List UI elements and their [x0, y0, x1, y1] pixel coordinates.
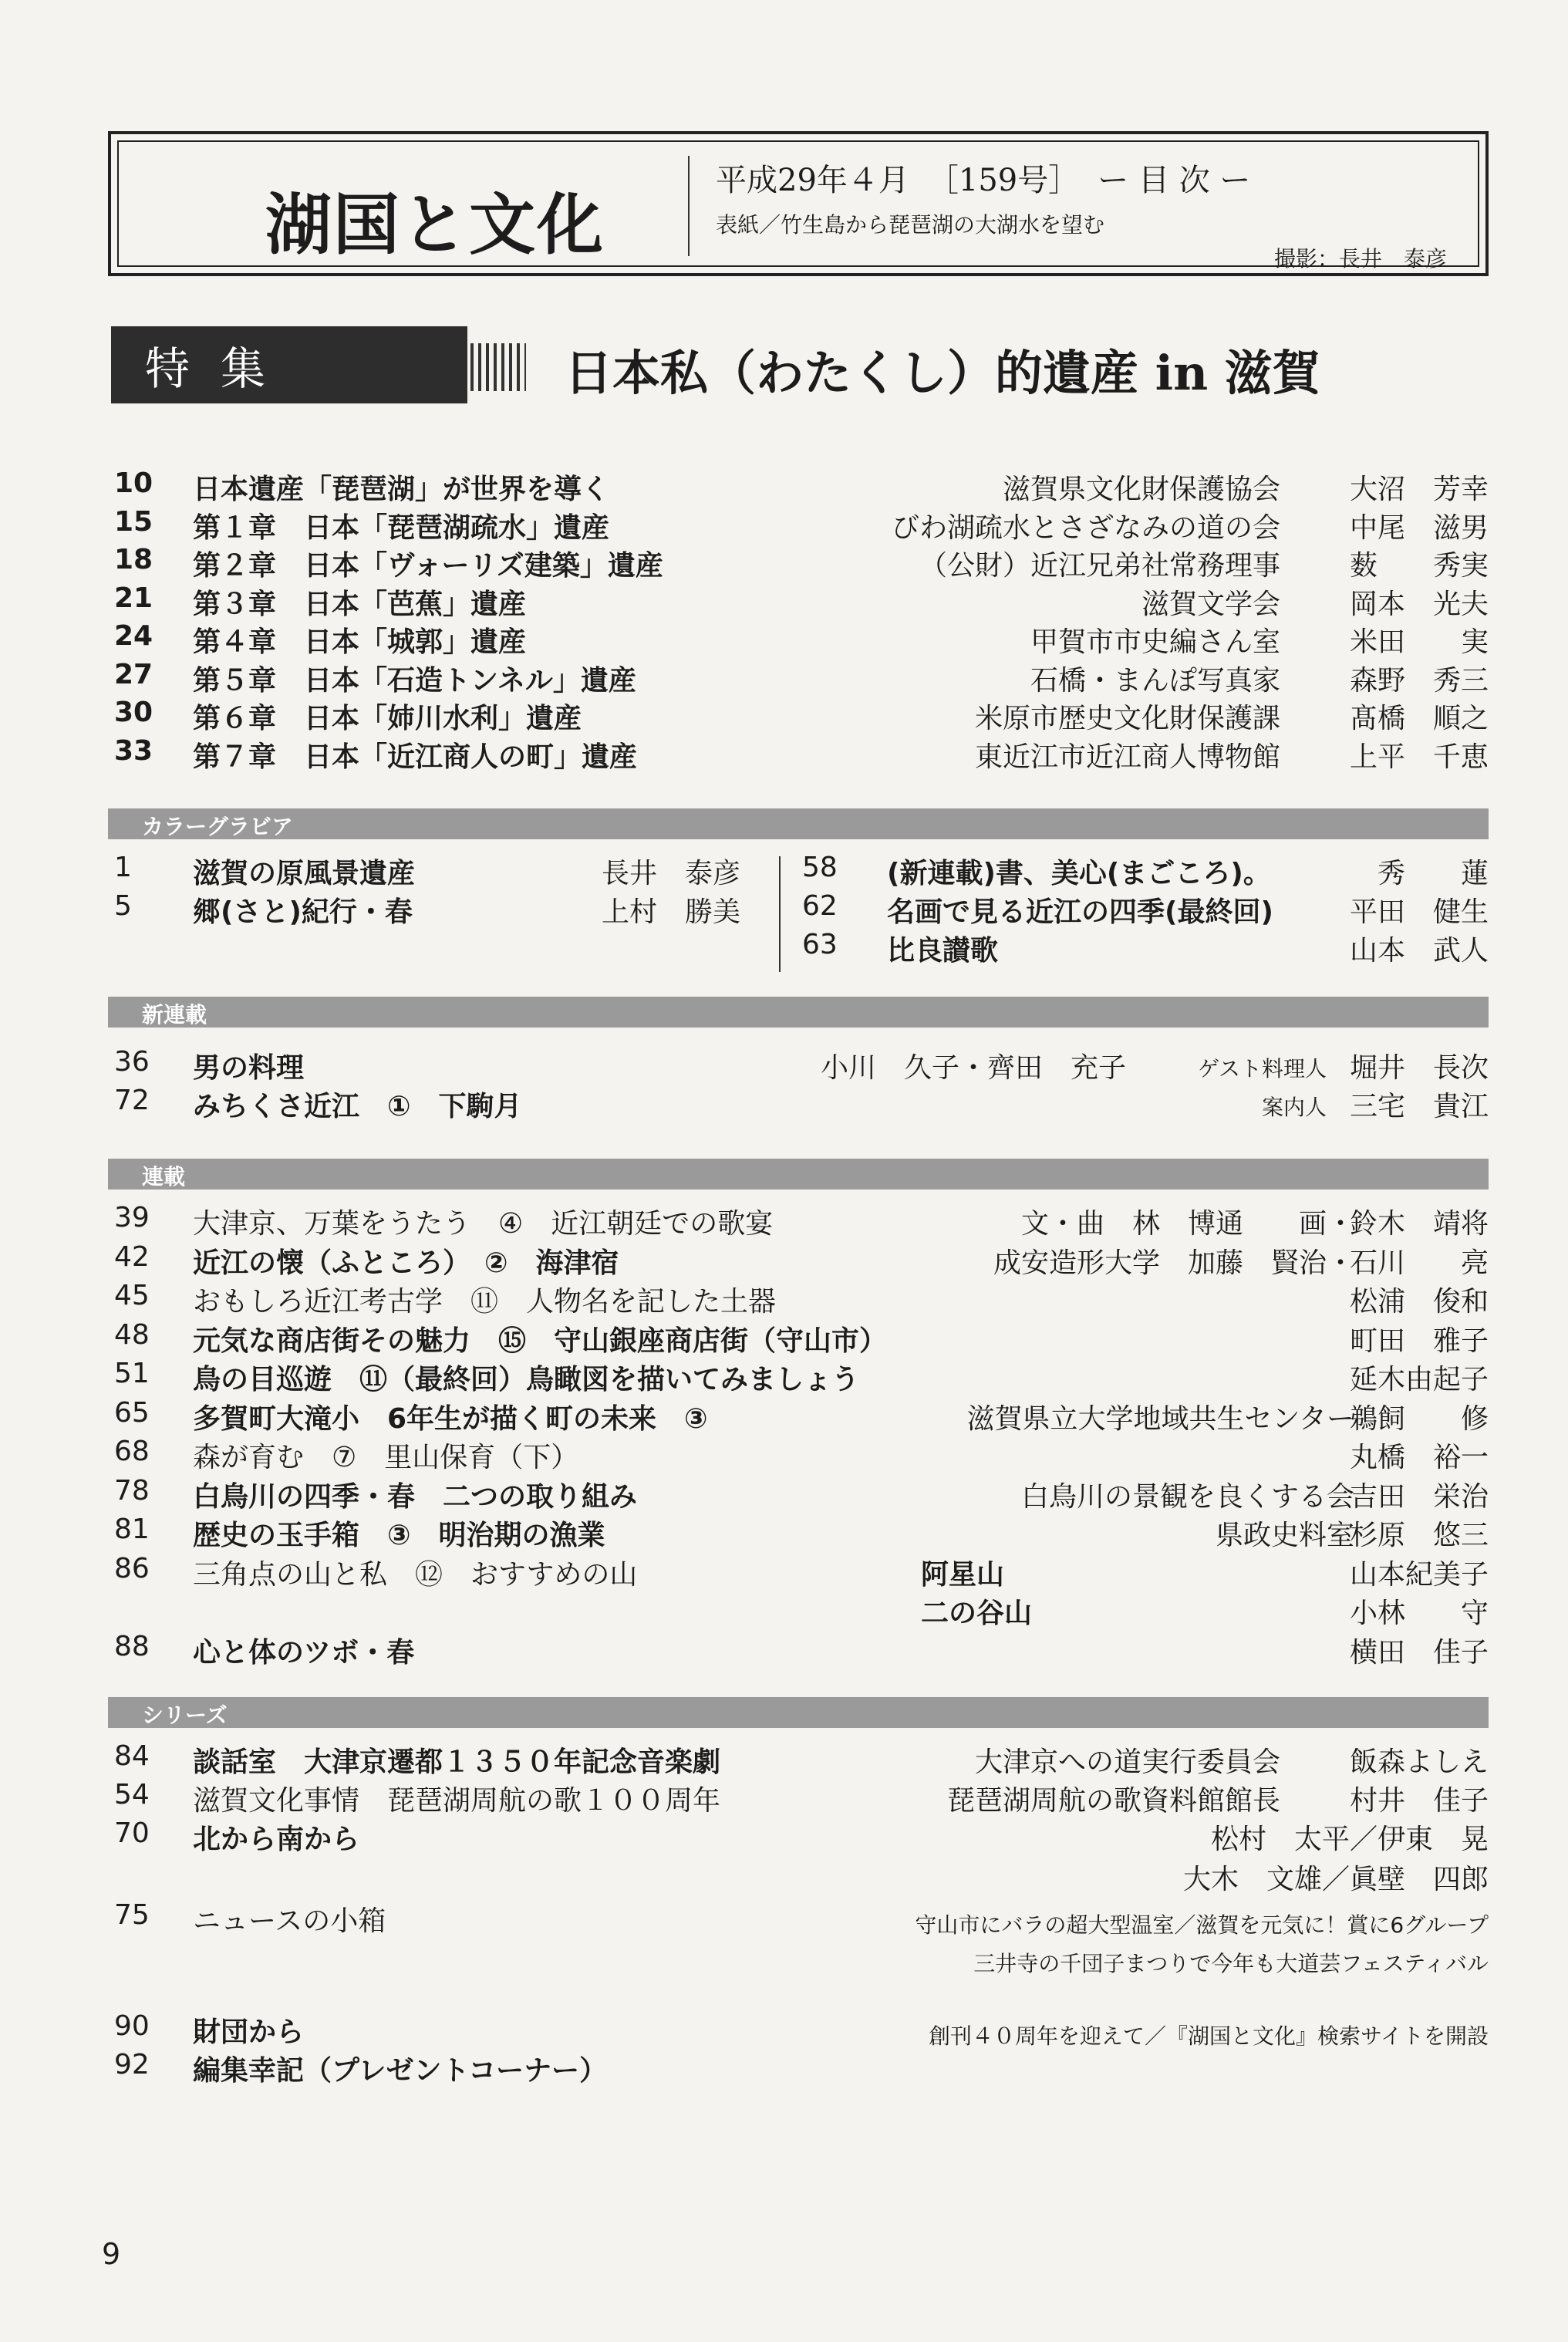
masthead-divider — [688, 156, 690, 256]
toc-row — [108, 1046, 1489, 1083]
toc-row — [108, 735, 1489, 772]
author-name: 大木 文雄／眞壁 四郎 — [1182, 1864, 1489, 1895]
author-name: 森野 秀三 — [1349, 664, 1489, 697]
author-role: 案内人 — [1261, 1095, 1327, 1120]
section-label: カラーグラビア — [142, 814, 294, 839]
author-affiliation: 米原市歴史文化財保護課 — [974, 703, 1280, 734]
gravure-row-left — [108, 852, 740, 889]
article-title: 第４章 日本「城郭」遺産 — [193, 626, 527, 658]
author-name: 吉田 栄治 — [1349, 1480, 1489, 1513]
feature-label: 特集 — [111, 326, 467, 403]
feature-bars-decoration — [470, 343, 526, 391]
author-affiliation: 県政史料室 — [1215, 1520, 1354, 1551]
page-ref: 70 — [114, 1817, 150, 1849]
gravure-row-right — [802, 929, 1489, 966]
author-affiliation: 滋賀県文化財保護協会 — [1002, 474, 1280, 505]
author-name: 創刊４０周年を迎えて／『湖国と文化』検索サイトを開設 — [928, 2023, 1489, 2049]
toc-row — [108, 1591, 1489, 1628]
feature-title: 日本私（わたくし）的遺産 in 滋賀 — [565, 345, 1320, 401]
author-name: 鵜飼 修 — [1349, 1402, 1489, 1435]
toc-row — [108, 1397, 1489, 1434]
page-ref: 81 — [114, 1514, 150, 1545]
article-title: 歴史の玉手箱 ③ 明治期の漁業 — [193, 1520, 605, 1551]
gravure-column-divider — [779, 856, 781, 972]
photo-credit: 撮影：長井 泰彦 — [1273, 246, 1447, 272]
article-title: 森が育む ⑦ 里山保育（下） — [193, 1442, 579, 1473]
gravure-row-right — [802, 890, 1489, 927]
issue-number: ［159号］ — [927, 163, 1080, 198]
author-name: 秀 蓮 — [1377, 858, 1489, 889]
toc-row — [108, 2010, 1489, 2047]
author-affiliation: （公財）近江兄弟社常務理事 — [919, 550, 1280, 582]
toc-row — [108, 1241, 1489, 1278]
author-affiliation: 琵琶湖周航の歌資料館館長 — [946, 1785, 1280, 1817]
masthead-box — [108, 131, 1489, 276]
toc-row — [108, 2049, 1489, 2086]
page-ref: 21 — [114, 582, 153, 614]
section-bar-serial — [108, 1697, 1489, 1728]
article-title: 第３章 日本「芭蕉」遺産 — [193, 588, 527, 620]
article-title: 日本遺産「琵琶湖」が世界を導く — [193, 474, 610, 505]
article-title: 談話室 大津京遷都１３５０年記念音楽劇 — [193, 1746, 721, 1778]
mountain-name: 阿星山 — [921, 1558, 1005, 1591]
gravure-row-left — [108, 890, 740, 927]
article-title: 滋賀文化事情 琵琶湖周航の歌１００周年 — [193, 1785, 721, 1817]
article-title: 第２章 日本「ヴォーリズ建築」遺産 — [193, 550, 663, 582]
page-ref: 27 — [114, 658, 153, 690]
article-title: 元気な商店街その魅力 ⑮ 守山銀座商店街（守山市） — [193, 1325, 888, 1357]
author-name: 髙橋 順之 — [1349, 703, 1489, 734]
toc-row — [108, 1436, 1489, 1473]
author-name: 丸橋 裕一 — [1349, 1442, 1489, 1473]
article-title: 北から南から — [193, 1824, 360, 1855]
author-name: 岡本 光夫 — [1349, 588, 1489, 620]
article-title: 第６章 日本「姉川水利」遺産 — [193, 703, 582, 734]
author-affiliation: 甲賀市市史編さん室 — [1030, 626, 1280, 658]
page-number: 9 — [102, 2237, 121, 2271]
toc-row — [108, 1514, 1489, 1551]
author-name: 中尾 滋男 — [1349, 511, 1489, 544]
page-ref: 58 — [802, 852, 838, 883]
article-title: 三角点の山と私 ⑫ おすすめの山 — [193, 1558, 638, 1591]
author-name: 薮 秀実 — [1349, 550, 1489, 582]
toc-row — [108, 697, 1489, 734]
toc-row — [108, 1202, 1489, 1239]
page-ref: 63 — [802, 929, 838, 960]
page-ref: 75 — [114, 1899, 150, 1931]
toc-row — [108, 620, 1489, 657]
article-title: ニュースの小箱 — [193, 1905, 386, 1937]
page-ref: 36 — [114, 1046, 150, 1078]
page-ref: 68 — [114, 1436, 150, 1467]
author-name: 堀井 長次 — [1349, 1052, 1489, 1084]
toc-row — [108, 1779, 1489, 1816]
toc-row — [108, 1938, 1489, 1975]
section-bar-gravure — [108, 808, 1489, 839]
author-role: ゲスト料理人 — [1198, 1056, 1327, 1082]
toc-row — [108, 582, 1489, 619]
page-ref: 5 — [114, 890, 132, 922]
article-title: 滋賀の原風景遺産 — [193, 858, 416, 889]
article-title: 財団から — [193, 2016, 305, 2048]
author-affiliation: 成安造形大学 加藤 賢治・ — [993, 1247, 1354, 1279]
section-label: シリーズ — [142, 1703, 228, 1728]
author-name: 鈴木 靖将 — [1349, 1208, 1489, 1240]
page-ref: 84 — [114, 1740, 150, 1772]
article-title: 心と体のツボ・春 — [193, 1636, 415, 1669]
gravure-row-right — [802, 852, 1489, 889]
article-title: 近江の懐（ふところ） ② 海津宿 — [193, 1247, 619, 1279]
author-name: 長井 泰彦 — [601, 858, 740, 889]
toc-row — [108, 1899, 1489, 1936]
toc-row — [108, 506, 1489, 543]
page-ref: 92 — [114, 2049, 150, 2080]
author-name: 平田 健生 — [1349, 896, 1489, 928]
page-ref: 10 — [114, 467, 153, 499]
article-title: 郷(さと)紀行・春 — [193, 896, 413, 928]
author-affiliation: 滋賀文学会 — [1141, 588, 1280, 620]
page-ref: 90 — [114, 2010, 150, 2042]
toc-row — [108, 1858, 1489, 1895]
author-name: 杉原 悠三 — [1349, 1520, 1489, 1551]
page-ref: 86 — [114, 1552, 150, 1584]
article-title: 比良讃歌 — [887, 935, 999, 967]
page-ref: 48 — [114, 1318, 150, 1351]
toc-row — [108, 1817, 1489, 1854]
article-title: (新連載)書、美心(まごころ)。 — [887, 858, 1271, 889]
author-name: 町田 雅子 — [1349, 1325, 1489, 1357]
author-name: 松浦 俊和 — [1349, 1286, 1489, 1318]
article-title: 多賀町大滝小 6年生が描く町の未来 ③ — [193, 1402, 708, 1435]
magazine-logo: 湖国と文化 — [265, 186, 605, 264]
author-affiliation: びわ湖疏水とさざなみの道の会 — [891, 511, 1280, 544]
author-name: 大沼 芳幸 — [1349, 474, 1489, 505]
section-label: 連載 — [142, 1164, 186, 1190]
author-name: 守山市にバラの超大型温室／滋賀を元気に！賞に6グループ — [915, 1912, 1489, 1938]
author-affiliation: 白鳥川の景観を良くする会 — [1020, 1480, 1354, 1513]
page-ref: 88 — [114, 1630, 150, 1662]
author-affiliation: 大津京への道実行委員会 — [974, 1746, 1280, 1778]
author-affiliation: 文・曲 林 博通 画・ — [1020, 1208, 1354, 1240]
author-name: 飯森よしえ — [1349, 1746, 1489, 1778]
article-title: 編集幸記（プレゼントコーナー） — [193, 2055, 608, 2087]
page-ref: 33 — [114, 734, 153, 767]
article-title: 白鳥川の四季・春 二つの取り組み — [193, 1480, 638, 1513]
page-ref: 62 — [802, 890, 838, 922]
article-title: 第５章 日本「石造トンネル」遺産 — [193, 664, 636, 697]
toc-row — [108, 1085, 1489, 1122]
section-bar-series — [108, 1159, 1489, 1190]
section-bar-new-series — [108, 997, 1489, 1028]
author-affiliation: 東近江市近江商人博物館 — [974, 741, 1280, 773]
page-ref: 65 — [114, 1396, 150, 1429]
toc-row — [108, 1475, 1489, 1512]
toc-row — [108, 467, 1489, 505]
author-affiliation: 小川 久子・齊田 充子 — [820, 1052, 1126, 1084]
page-ref: 39 — [114, 1202, 150, 1233]
page-ref: 24 — [114, 620, 153, 652]
page-ref: 18 — [114, 544, 153, 575]
author-name: 三宅 貴江 — [1349, 1091, 1489, 1122]
article-title: 名画で見る近江の四季(最終回) — [887, 896, 1273, 928]
issue-line — [716, 156, 1269, 200]
author-name: 上村 勝美 — [601, 896, 740, 928]
author-affiliation: 滋賀県立大学地域共生センター — [966, 1402, 1354, 1435]
author-name: 延木由起子 — [1349, 1364, 1489, 1395]
page-ref: 72 — [114, 1085, 150, 1116]
masthead-inner-border — [117, 140, 1479, 272]
article-title: 男の料理 — [193, 1052, 305, 1084]
author-name: 松村 太平／伊東 晃 — [1210, 1824, 1489, 1855]
author-name: 横田 佳子 — [1349, 1636, 1489, 1669]
article-title: おもしろ近江考古学 ⑪ 人物名を記した土器 — [193, 1286, 777, 1318]
author-name: 山本 武人 — [1349, 935, 1489, 967]
page-ref: 54 — [114, 1779, 150, 1810]
page-ref: 51 — [114, 1358, 150, 1389]
article-title: 鳥の目巡遊 ⑪（最終回）鳥瞰図を描いてみましょう — [193, 1364, 860, 1395]
author-name: 村井 佳子 — [1349, 1785, 1489, 1817]
page-ref: 78 — [114, 1474, 150, 1507]
toc-row — [108, 1631, 1489, 1668]
toc-row — [108, 659, 1489, 696]
author-name: 石川 亮 — [1349, 1247, 1489, 1279]
page-ref: 1 — [114, 852, 132, 883]
mountain-name: 二の谷山 — [921, 1598, 1033, 1629]
page-ref: 42 — [114, 1240, 150, 1273]
article-title: 第１章 日本「琵琶湖疏水」遺産 — [193, 511, 610, 544]
toc-label: ー 目 次 ー — [1098, 163, 1251, 198]
toc-row — [108, 1358, 1489, 1395]
toc-row — [108, 1740, 1489, 1777]
section-label: 新連載 — [142, 1002, 207, 1028]
author-name: 山本紀美子 — [1349, 1558, 1489, 1591]
article-title: みちくさ近江 ① 下駒月 — [193, 1091, 522, 1122]
author-name: 三井寺の千団子まつりで今年も大道芸フェスティバル — [973, 1951, 1489, 1976]
toc-row — [108, 544, 1489, 581]
author-name: 小林 守 — [1349, 1598, 1489, 1629]
toc-row — [108, 1280, 1489, 1317]
issue-date: 平成29年４月 — [716, 163, 909, 198]
toc-row — [108, 1319, 1489, 1356]
cover-caption: 表紙／竹生島から琵琶湖の大湖水を望む — [716, 212, 1105, 238]
author-name: 米田 実 — [1349, 626, 1489, 658]
article-title: 大津京、万葉をうたう ④ 近江朝廷での歌宴 — [193, 1208, 774, 1240]
page-ref: 15 — [114, 505, 153, 538]
toc-row — [108, 1553, 1489, 1590]
page-ref: 45 — [114, 1280, 150, 1311]
article-title: 第７章 日本「近江商人の町」遺産 — [193, 741, 638, 773]
page-ref: 30 — [114, 697, 153, 728]
author-affiliation: 石橋・まんぽ写真家 — [1030, 664, 1280, 697]
author-name: 上平 千恵 — [1349, 741, 1489, 773]
